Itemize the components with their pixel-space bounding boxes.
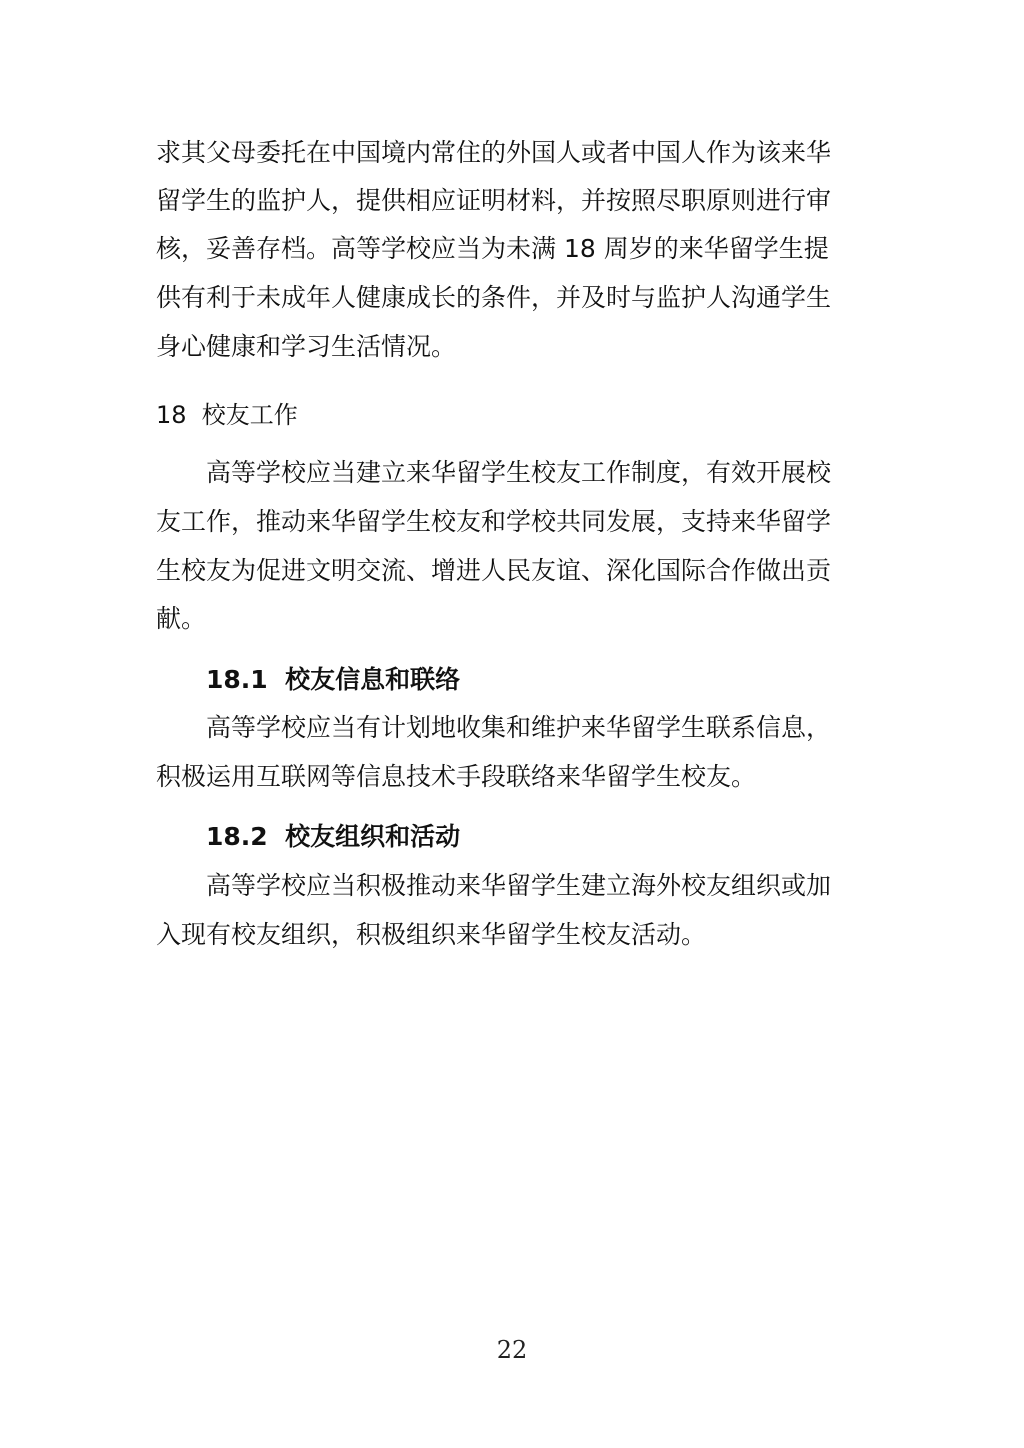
page-number: 22 (496, 1336, 528, 1364)
document-page: 求其父母委托在中国境内常住的外国人或者中国人作为该来华 留学生的监护人，提供相应证明材料，并按照尽职原则进行审 核，妥善存档。高等学校应当为未满 18 周岁的来华留学生提 供有利于未成年人健康成长的条件，并及时与监护人沟通学生 身心健康和学习生活情况。 18 校友工作 高等学校应当建立来华留学生校友工作制度，有效开展校 友工作，推动来华留学生校友和学校共同发展，支持来华留学 生校友为促进文明交流、增进人民友谊、深化国际合作做出贡 献。 18.1 校友信息和联络 高等学校应当有计划地收集和维护来华留学生联系信息， 积极运用互联网等信息技术手段联络来华留学生校友。 18.2 校友组织和活动 高等学校应当积极推动来华留学生建立海外校友组织或加 入现有校友组织，积极组织来华留学生校友活动。 22 (0, 0, 1024, 1448)
